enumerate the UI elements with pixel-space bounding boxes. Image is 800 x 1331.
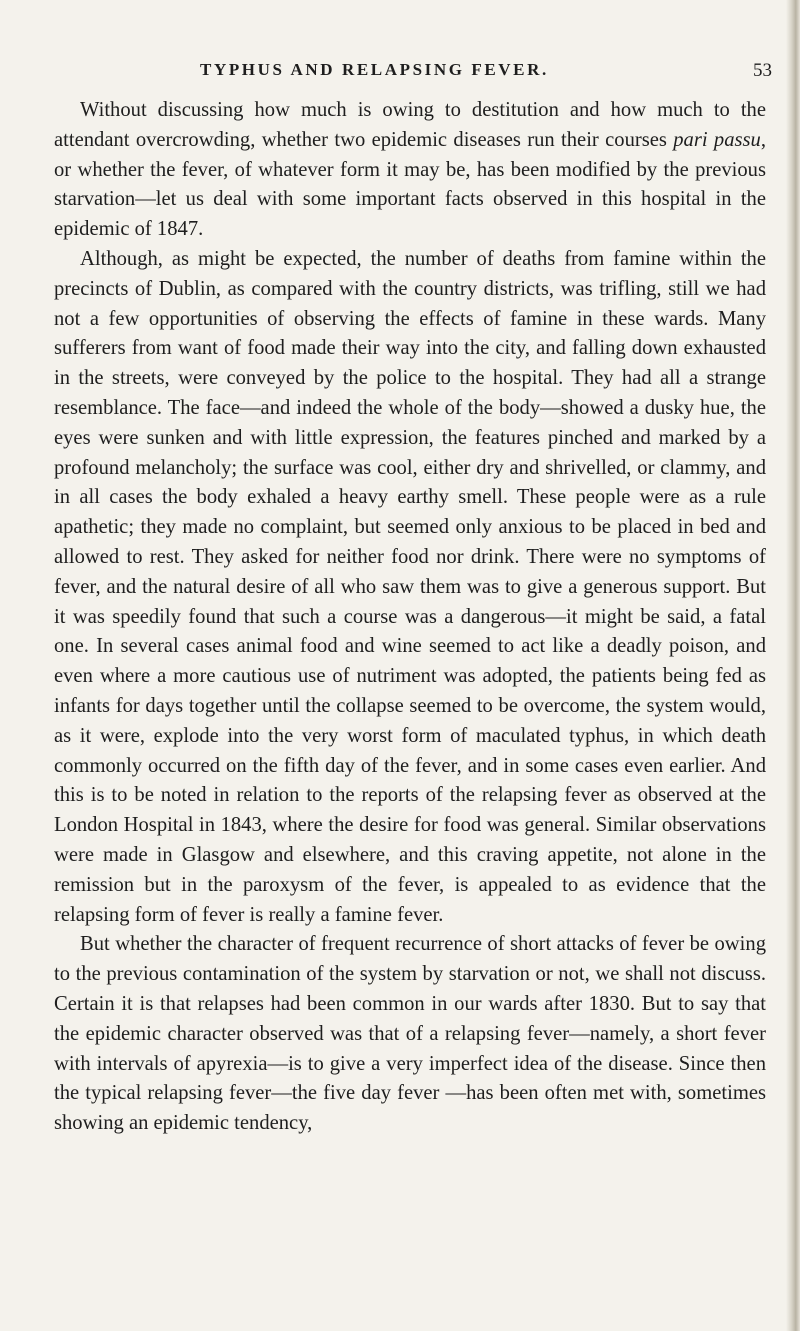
page-edge-shadow bbox=[786, 0, 800, 1331]
paragraph-3: But whether the character of frequent recurrence of short attacks of fever be owing to the previous contamination of the system by starvation or not, we shall not discuss. Certain it is that relapses had been common in our wards after 1830. But to say that the epidemic character observed was that of a relapsing fever—namely, a short fever with intervals of apyrexia—is to give a very imperfect idea of the disease. Since then the typical relapsing fever—the five day fever —has been often met with, sometimes showing an epidemic tendency, bbox=[54, 933, 766, 1135]
paragraph-2: Although, as might be expected, the number of deaths from famine within the precincts of Dublin, as compared with the country districts, was trifling, still we had not a few opportunities of observing the effects of famine in these wards. Many sufferers from want of food made their way into the city, and falling down exhausted in the streets, were conveyed by the police to the hospital. They had all a strange resemblance. The face—and indeed the whole of the body—showed a dusky hue, the eyes were sunken and with little expression, the features pinched and marked by a profound melancholy; the surface was cool, either dry and shrivelled, or clammy, and in all cases the body exhaled a heavy earthy smell. These people were as a rule apathetic; they made no complaint, but seemed only anxious to be placed in bed and allowed to rest. They asked for neither food nor drink. There were no symptoms of fever, and the natural desire of all who saw them was to give a generous support. But it was speedily found that such a course was a dangerous—it might be said, a fatal one. In several cases animal food and wine seemed to act like a deadly poison, and even where a more cautious use of nutriment was adopted, the patients being fed as infants for days together until the collapse seemed to be overcome, the system would, as it were, explode into the very worst form of maculated typhus, in which death commonly occurred on the fifth day of the fever, and in some cases even earlier. And this is to be noted in relation to the reports of the relapsing fever as observed at the London Hospital in 1843, where the desire for food was general. Similar observations were made in Glasgow and elsewhere, and this craving appetite, not alone in the remission but in the paroxysm of the fever, is appealed to as evidence that the relapsing form of fever is really a famine fever. bbox=[54, 247, 766, 926]
paragraph-1 bbox=[54, 96, 766, 245]
paragraph-1-text-b: , or whether the fever, of whatever form it may be, has been modified by the previous starvation—let us deal with some important facts observed in this hospital in the epidemic of 1847. bbox=[54, 128, 766, 241]
paragraph-1-text-a: Without discussing how much is owing to destitution and how much to the attendant overcrowding, whether two epidemic diseases run their courses bbox=[54, 99, 766, 151]
body-text bbox=[54, 96, 766, 1139]
paragraph-1-italic: pari passu bbox=[673, 128, 761, 151]
page-number: 53 bbox=[753, 60, 772, 81]
page-header bbox=[132, 60, 772, 88]
running-head: TYPHUS AND RELAPSING FEVER. bbox=[200, 60, 549, 79]
